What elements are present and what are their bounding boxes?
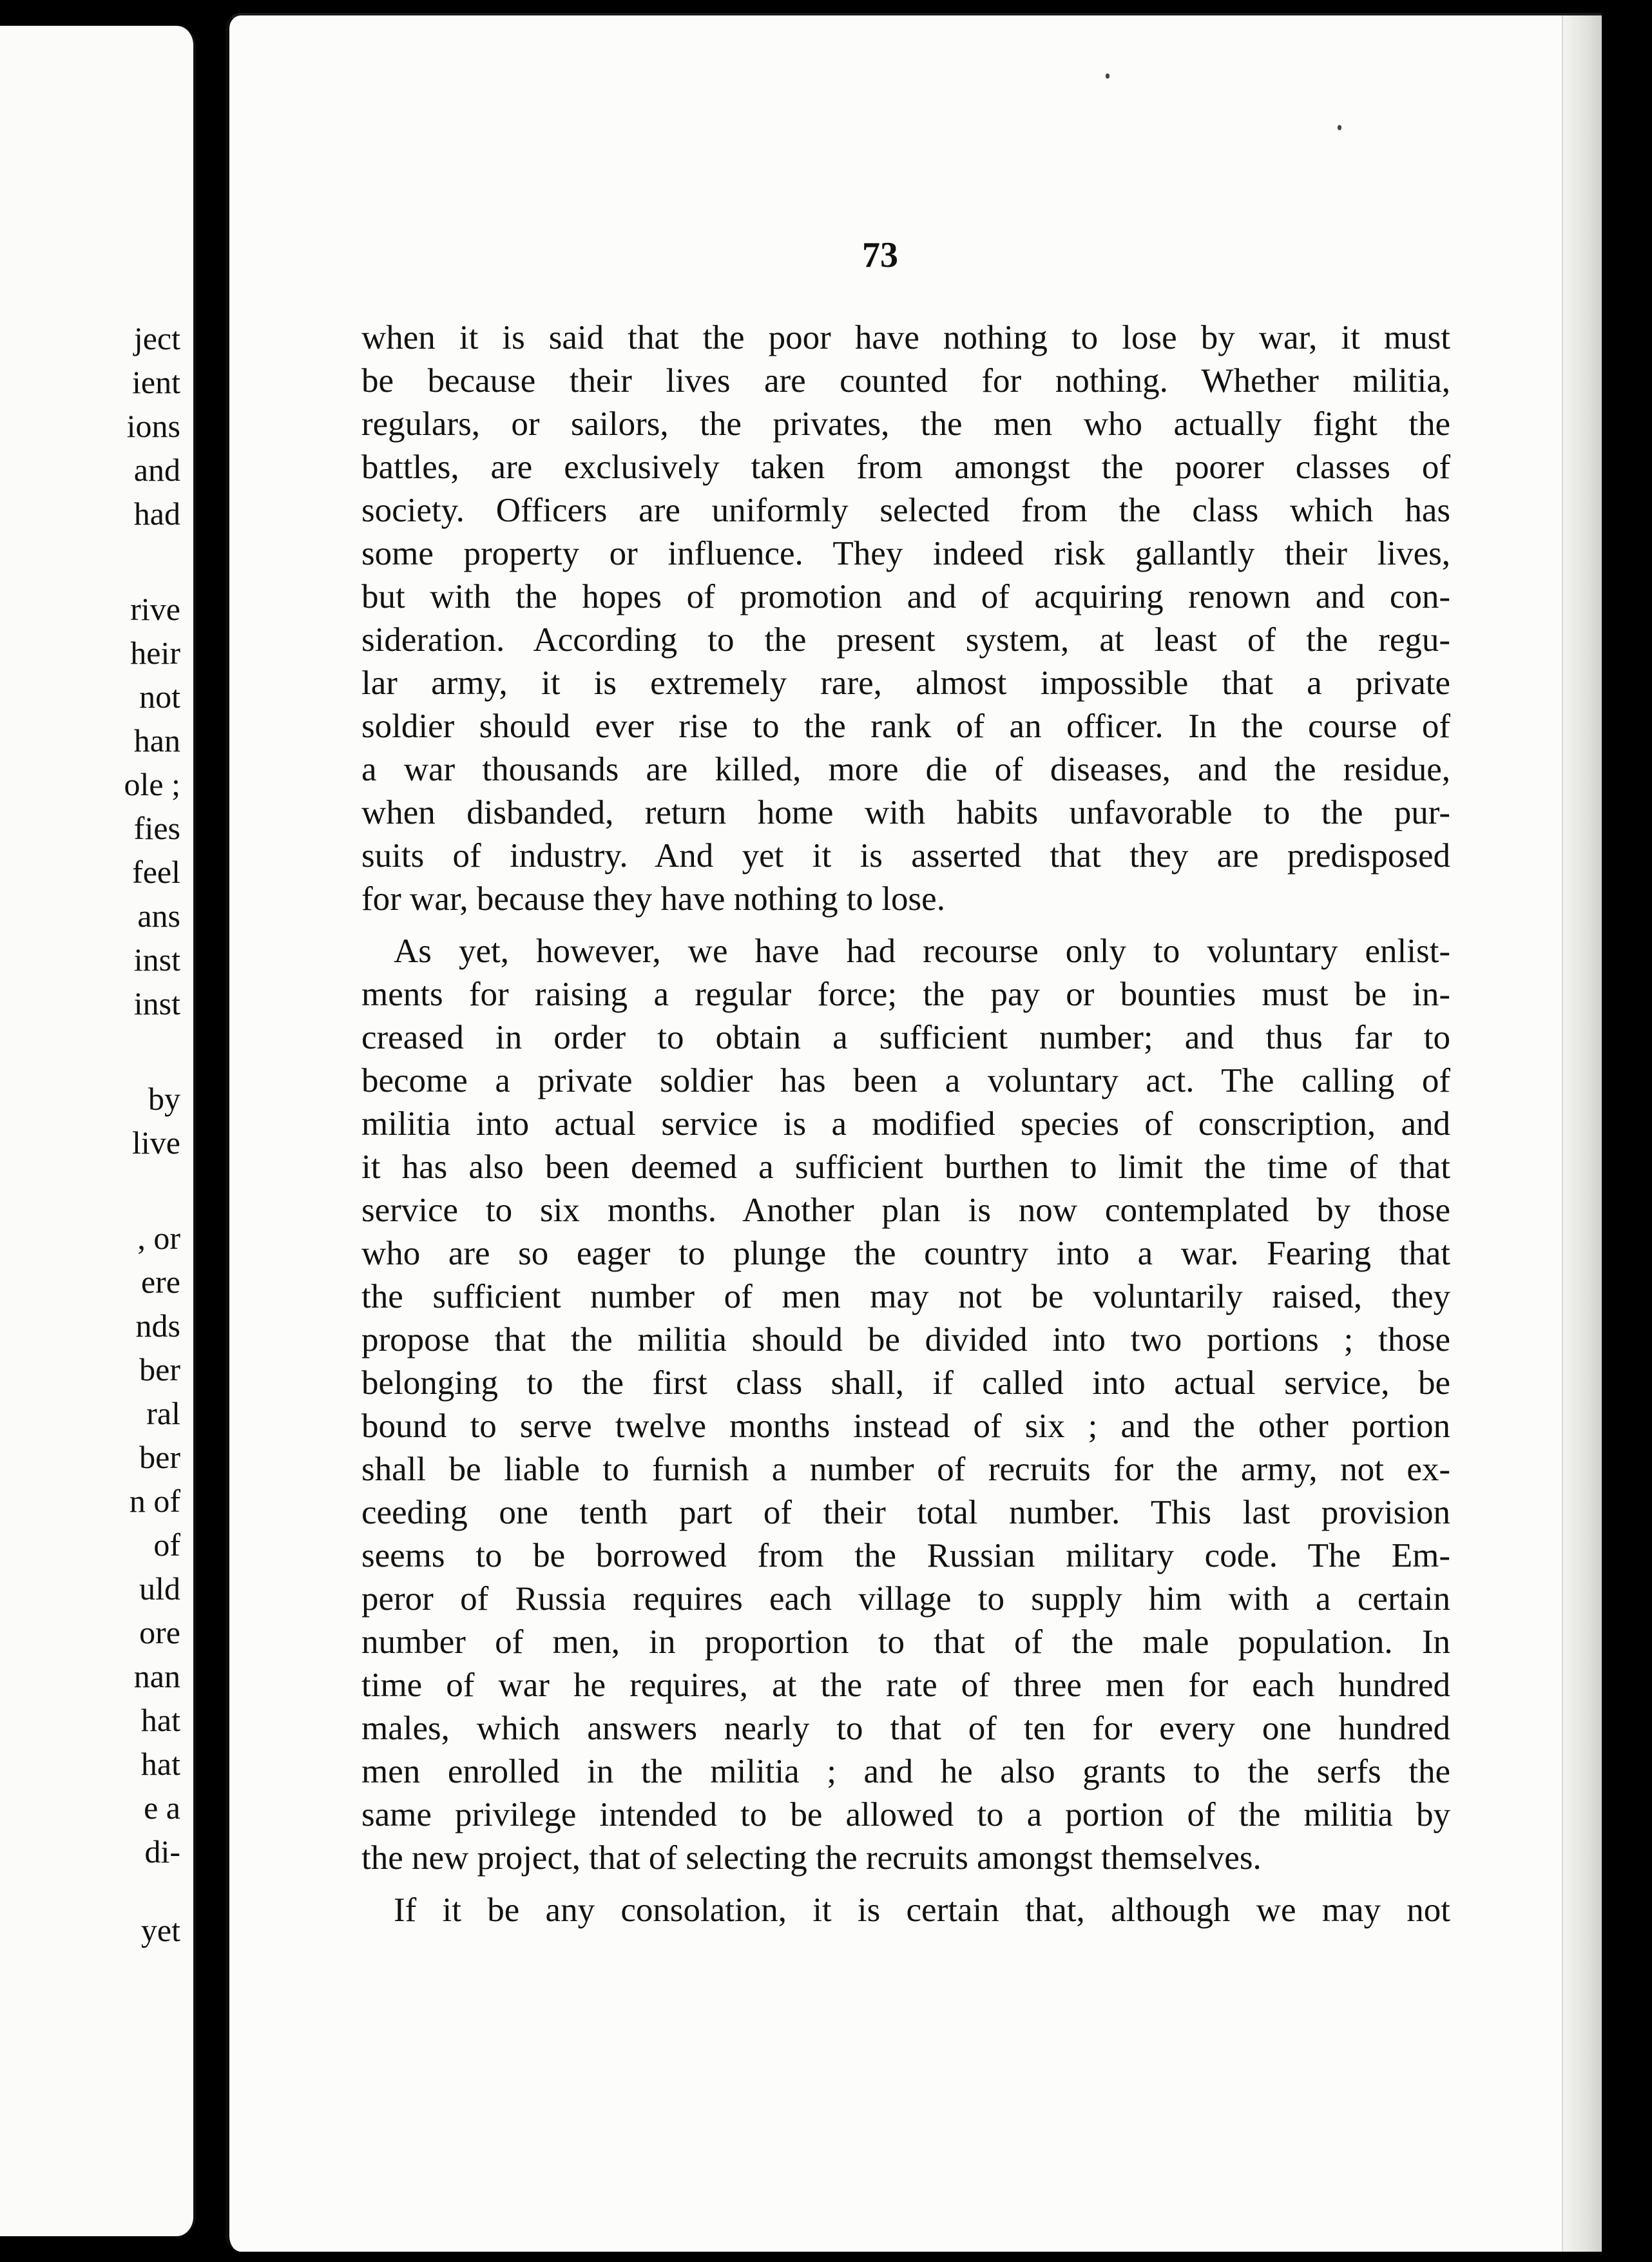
body-line: society. Officers are uniformly selected from the class which has [361, 492, 1450, 529]
left-page-fragment: n of [129, 1483, 180, 1519]
body-line: battles, are exclusively taken from amongst the poorer classes of [361, 449, 1450, 486]
body-line: shall be liable to furnish a number of recruits for the army, not ex- [361, 1451, 1450, 1488]
body-line: the new project, that of selecting the recruits amongst themselves. [361, 1839, 1262, 1877]
body-line: lar army, it is extremely rare, almost impossible that a private [361, 664, 1450, 702]
left-page-fragment: inst [133, 942, 180, 978]
body-line: when it is said that the poor have nothing to lose by war, it must [361, 319, 1450, 356]
left-page-fragment: han [133, 722, 180, 759]
paragraph-first-line: As yet, however, we have had recourse only to voluntary enlist- [394, 933, 1450, 970]
paper-speck [1106, 73, 1109, 79]
left-page-fragment: fies [133, 810, 180, 846]
left-page-fragment: , or [137, 1220, 180, 1256]
paragraph-first-line: If it be any consolation, it is certain that, although we may not [394, 1891, 1450, 1929]
left-page-fragment: by [148, 1081, 180, 1117]
paper-speck [1338, 125, 1341, 130]
body-line: when disbanded, return home with habits unfavorable to the pur- [361, 794, 1450, 831]
left-page-fragment: ber [139, 1351, 180, 1387]
body-line: for war, because they have nothing to lose. [361, 880, 945, 918]
body-line: regulars, or sailors, the privates, the men who actually fight the [361, 405, 1450, 443]
left-page-fragment: nan [133, 1658, 180, 1694]
body-line: bound to serve twelve months instead of six ; and the other portion [361, 1407, 1450, 1445]
body-line: time of war he requires, at the rate of three men for each hundred [361, 1667, 1450, 1704]
body-line: men enrolled in the militia ; and he also grants to the serfs the [361, 1753, 1450, 1790]
book-page [226, 13, 1602, 2252]
left-page-fragment: e a [144, 1790, 180, 1826]
body-line: peror of Russia requires each village to supply him with a certain [361, 1580, 1450, 1618]
left-page-fragment: ions [126, 408, 180, 444]
body-line: soldier should ever rise to the rank of an officer. In the course of [361, 708, 1450, 745]
body-line: a war thousands are killed, more die of diseases, and the residue, [361, 751, 1450, 788]
body-line: service to six months. Another plan is now contemplated by those [361, 1192, 1450, 1229]
body-line: sideration. According to the present system, at least of the regu- [361, 621, 1450, 659]
left-page-fragment: ject [133, 320, 180, 356]
left-page-fragment: ient [132, 364, 180, 400]
body-line: the sufficient number of men may not be voluntarily raised, they [361, 1278, 1450, 1315]
body-line: belonging to the first class shall, if called into actual service, be [361, 1364, 1450, 1402]
left-page-fragment: and [133, 452, 180, 488]
body-line: ments for raising a regular force; the pay or bounties must be in- [361, 976, 1450, 1013]
body-line: number of men, in proportion to that of the male population. In [361, 1623, 1450, 1661]
left-page-fragment: ere [140, 1264, 180, 1300]
body-line: become a private soldier has been a voluntary act. The calling of [361, 1062, 1450, 1099]
left-page-fragment: ber [139, 1439, 180, 1475]
left-page-fragment: ans [137, 898, 180, 934]
page-edge-shadow [1562, 15, 1602, 2252]
left-page-fragment: ral [146, 1395, 180, 1431]
body-line: be because their lives are counted for nothing. Whether militia, [361, 362, 1450, 400]
left-page-fragment: hat [140, 1746, 180, 1782]
left-page-fragment: live [132, 1125, 180, 1161]
body-line: suits of industry. And yet it is asserted that they are predisposed [361, 837, 1450, 875]
left-page-fragment: uld [139, 1571, 180, 1607]
left-page-fragment: rive [130, 591, 180, 627]
left-page-fragment: inst [133, 985, 180, 1021]
left-page-fragment: hat [140, 1702, 180, 1738]
body-line: but with the hopes of promotion and of acquiring renown and con- [361, 578, 1450, 615]
left-page-fragment: di- [144, 1833, 180, 1870]
body-line: same privilege intended to be allowed to a portion of the militia by [361, 1796, 1450, 1833]
body-line: males, which answers nearly to that of ten for every one hundred [361, 1710, 1450, 1747]
page-number: 73 [862, 235, 898, 275]
left-page-fragment: not [139, 679, 180, 715]
left-page-fragment: had [133, 496, 180, 532]
body-line: seems to be borrowed from the Russian military code. The Em- [361, 1537, 1450, 1574]
left-page-fragment: heir [130, 635, 180, 671]
body-line: some property or influence. They indeed risk gallantly their lives, [361, 535, 1450, 572]
body-line: creased in order to obtain a sufficient number; and thus far to [361, 1019, 1450, 1056]
left-page-fragment: feel [132, 854, 180, 890]
left-page-fragment: yet [140, 1912, 180, 1948]
left-page-fragment: nds [135, 1308, 180, 1344]
left-page-fragment: ore [139, 1614, 180, 1650]
body-line: it has also been deemed a sufficient burthen to limit the time of that [361, 1148, 1450, 1186]
body-line: ceeding one tenth part of their total number. This last provision [361, 1494, 1450, 1531]
facing-page-left [0, 26, 196, 2236]
left-page-fragment: of [153, 1527, 180, 1563]
body-line: propose that the militia should be divided into two portions ; those [361, 1321, 1450, 1358]
body-line: militia into actual service is a modified species of conscription, and [361, 1105, 1450, 1143]
left-page-fragment: ole ; [124, 766, 180, 802]
body-line: who are so eager to plunge the country into a war. Fearing that [361, 1235, 1450, 1272]
